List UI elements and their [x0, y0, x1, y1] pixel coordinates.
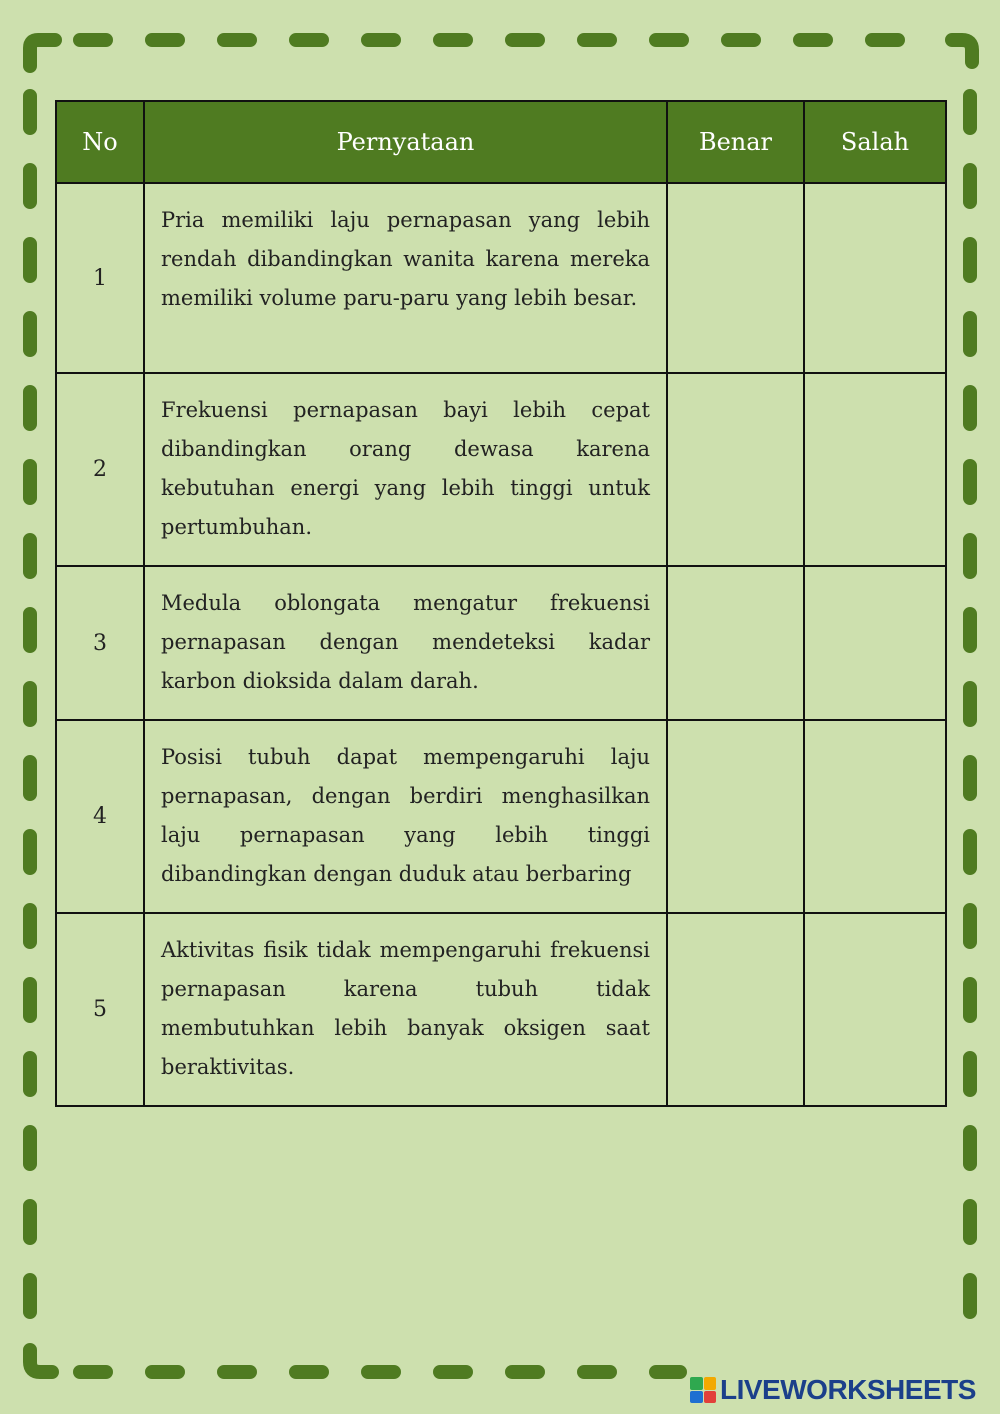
row-number: 5	[56, 913, 144, 1106]
statement-text: Aktivitas fisik tidak mempengaruhi frekuensi pernapasan karena tubuh tidak membutuhkan lebih banyak oksigen saat beraktivitas.	[144, 913, 667, 1106]
answer-cell-salah[interactable]	[804, 183, 946, 373]
header-statement: Pernyataan	[144, 101, 667, 183]
liveworksheets-watermark	[690, 1375, 976, 1405]
statement-text: Posisi tubuh dapat mempengaruhi laju pernapasan, dengan berdiri menghasilkan laju pernapasan yang lebih tinggi dibandingkan dengan duduk atau berbaring	[144, 720, 667, 913]
answer-cell-benar[interactable]	[667, 913, 804, 1106]
statement-text: Medula oblongata mengatur frekuensi pernapasan dengan mendeteksi kadar karbon dioksida dalam darah.	[144, 566, 667, 720]
answer-cell-benar[interactable]	[667, 720, 804, 913]
row-number: 1	[56, 183, 144, 373]
answer-cell-benar[interactable]	[667, 373, 804, 566]
row-number: 4	[56, 720, 144, 913]
brand-text: LIVEWORKSHEETS	[720, 1374, 976, 1405]
statement-text: Pria memiliki laju pernapasan yang lebih rendah dibandingkan wanita karena mereka memiliki volume paru-paru yang lebih besar.	[144, 183, 667, 373]
table-row	[56, 183, 946, 373]
row-number: 2	[56, 373, 144, 566]
header-benar: Benar	[667, 101, 804, 183]
answer-cell-salah[interactable]	[804, 373, 946, 566]
answer-cell-benar[interactable]	[667, 183, 804, 373]
answer-cell-salah[interactable]	[804, 913, 946, 1106]
header-no: No	[56, 101, 144, 183]
answer-cell-benar[interactable]	[667, 566, 804, 720]
answer-cell-salah[interactable]	[804, 566, 946, 720]
table-row	[56, 373, 946, 566]
table-header-row	[56, 101, 946, 183]
table-row	[56, 913, 946, 1106]
table-row	[56, 720, 946, 913]
statement-text: Frekuensi pernapasan bayi lebih cepat dibandingkan orang dewasa karena kebutuhan energi yang lebih tinggi untuk pertumbuhan.	[144, 373, 667, 566]
header-salah: Salah	[804, 101, 946, 183]
table-row	[56, 566, 946, 720]
liveworksheets-logo-icon	[690, 1377, 716, 1403]
true-false-table	[55, 100, 947, 1107]
row-number: 3	[56, 566, 144, 720]
answer-cell-salah[interactable]	[804, 720, 946, 913]
